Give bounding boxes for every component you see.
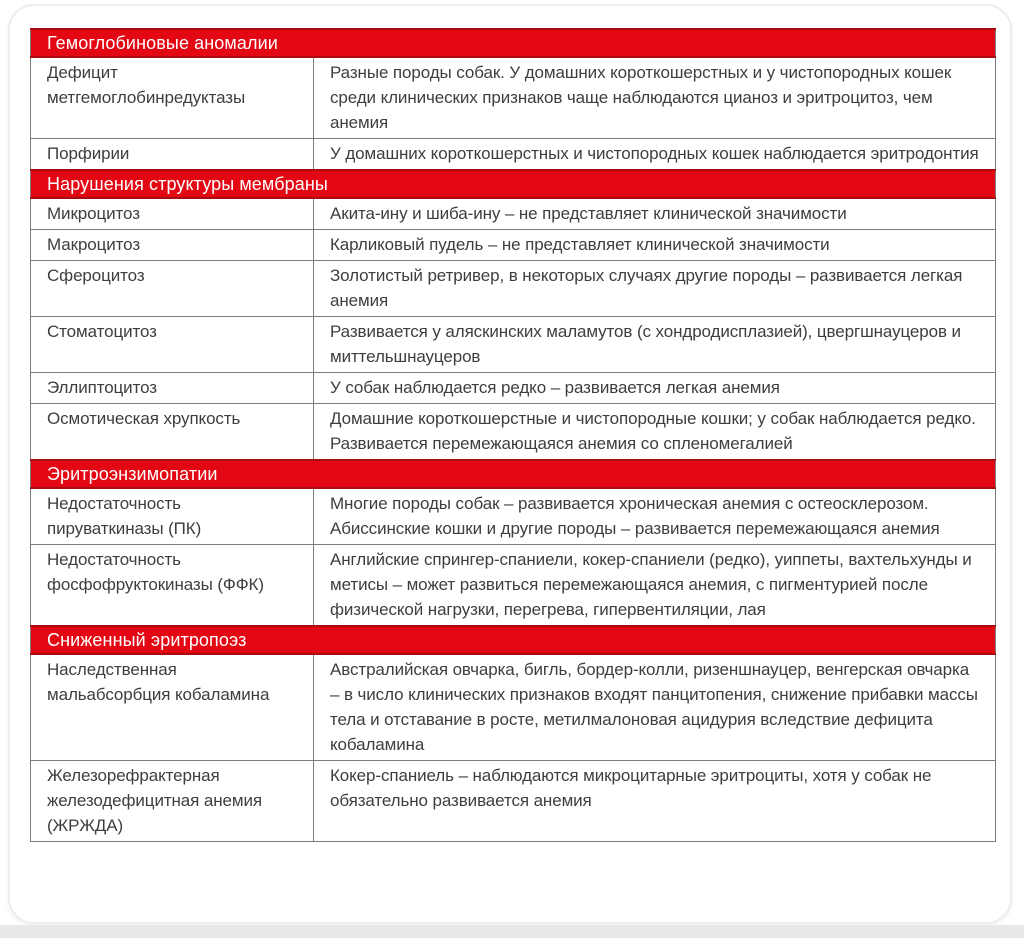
disorder-description-cell: Многие породы собак – развивается хроническая анемия с остеосклерозом. Абиссинские кошки и другие породы – развивается перемежающаяся анемия [314, 488, 996, 545]
section-header: Сниженный эритропоэз [31, 626, 996, 654]
disorder-name-cell: Порфирии [31, 139, 314, 171]
disorder-description-cell: Домашние короткошерстные и чистопородные кошки; у собак наблюдается редко. Развивается перемежающаяся анемия со спленомегалией [314, 404, 996, 461]
section-row [31, 170, 996, 198]
disorder-description-cell: Разные породы собак. У домашних короткошерстных и у чистопородных кошек среди клинических признаков чаще наблюдаются цианоз и эритроцитоз, чем анемия [314, 57, 996, 139]
disorder-description-cell: Развивается у аляскинских маламутов (с хондродисплазией), цвергшнауцеров и миттельшнауцеров [314, 317, 996, 373]
table-row [31, 373, 996, 404]
table-row [31, 545, 996, 627]
disorder-name-cell: Сфероцитоз [31, 261, 314, 317]
table-row [31, 761, 996, 842]
table-row [31, 488, 996, 545]
table-row [31, 317, 996, 373]
disorder-name-cell: Эллиптоцитоз [31, 373, 314, 404]
disorder-name-cell: Стоматоцитоз [31, 317, 314, 373]
table-row [31, 261, 996, 317]
disorder-name-cell: Железорефрактерная железодефицитная анемия (ЖРЖДА) [31, 761, 314, 842]
section-header: Эритроэнзимопатии [31, 460, 996, 488]
hereditary-anemia-table [30, 28, 996, 842]
document-card [8, 4, 1012, 924]
table-row [31, 230, 996, 261]
table-row [31, 139, 996, 171]
disorder-name-cell: Дефицит метгемоглобинредуктазы [31, 57, 314, 139]
disorder-name-cell: Микроцитоз [31, 198, 314, 230]
page-background-strip [0, 925, 1024, 938]
table-row [31, 654, 996, 761]
disorder-name-cell: Наследственная мальабсорбция кобаламина [31, 654, 314, 761]
disorder-description-cell: У собак наблюдается редко – развивается легкая анемия [314, 373, 996, 404]
disorder-name-cell: Осмотическая хрупкость [31, 404, 314, 461]
disorder-description-cell: У домашних короткошерстных и чистопородных кошек наблюдается эритродонтия [314, 139, 996, 171]
disorder-description-cell: Английские спрингер-спаниели, кокер-спаниели (редко), уиппеты, вахтельхунды и метисы – может развиться перемежающаяся анемия, с пигментурией после физической нагрузки, перегрева, гипервентиляции, лая [314, 545, 996, 627]
disorder-description-cell: Австралийская овчарка, бигль, бордер-колли, ризеншнауцер, венгерская овчарка – в число клинических признаков входят панцитопения, снижение прибавки массы тела и отставание в росте, метилмалоновая ацидурия вследствие дефицита кобаламина [314, 654, 996, 761]
section-row [31, 29, 996, 57]
disorder-description-cell: Золотистый ретривер, в некоторых случаях другие породы – развивается легкая анемия [314, 261, 996, 317]
disorder-name-cell: Недостаточность пируваткиназы (ПК) [31, 488, 314, 545]
disorder-description-cell: Карликовый пудель – не представляет клинической значимости [314, 230, 996, 261]
section-row [31, 626, 996, 654]
disorder-name-cell: Недостаточность фосфофруктокиназы (ФФК) [31, 545, 314, 627]
section-header: Нарушения структуры мембраны [31, 170, 996, 198]
section-header: Гемоглобиновые аномалии [31, 29, 996, 57]
table-row [31, 57, 996, 139]
disorder-description-cell: Кокер-спаниель – наблюдаются микроцитарные эритроциты, хотя у собак не обязательно развивается анемия [314, 761, 996, 842]
disorder-description-cell: Акита-ину и шиба-ину – не представляет клинической значимости [314, 198, 996, 230]
table-row [31, 198, 996, 230]
disorder-name-cell: Макроцитоз [31, 230, 314, 261]
section-row [31, 460, 996, 488]
table-row [31, 404, 996, 461]
